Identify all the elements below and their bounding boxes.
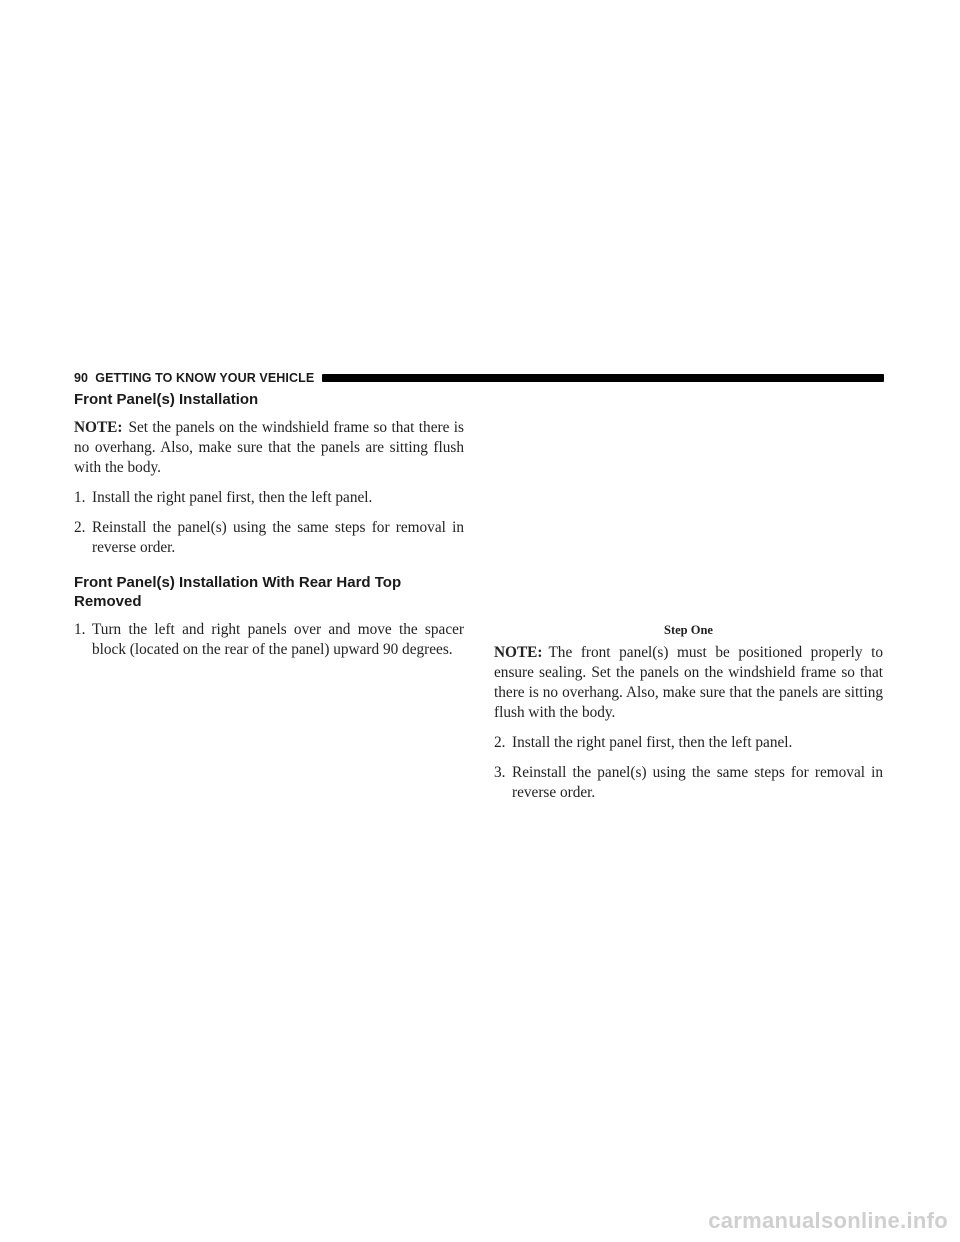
header-rule <box>322 374 884 382</box>
list-number: 2. <box>74 519 86 536</box>
page-number: 90 <box>74 371 89 385</box>
list-number: 2. <box>494 734 506 751</box>
note-paragraph <box>74 418 464 478</box>
heading-rear-hard-top-removed: Front Panel(s) Installation With Rear Hard Top Removed <box>74 574 402 610</box>
list-item <box>74 518 464 558</box>
list-number: 1. <box>74 621 86 638</box>
list-text: Reinstall the panel(s) using the same steps for removal in reverse order. <box>512 764 883 801</box>
list-item <box>494 733 883 753</box>
page-header <box>74 370 884 386</box>
note-label: NOTE: <box>74 419 123 436</box>
list-text: Reinstall the panel(s) using the same steps for removal in reverse order. <box>92 519 464 556</box>
list-item <box>74 620 464 660</box>
note-paragraph <box>494 643 883 723</box>
list-item <box>494 763 883 803</box>
note-label: NOTE: <box>494 644 543 661</box>
list-text: Turn the left and right panels over and move the spacer block (located on the rear of the panel) upward 90 degrees. <box>92 621 464 658</box>
left-column <box>74 390 464 670</box>
list-text: Install the right panel first, then the left panel. <box>92 489 373 506</box>
figure-caption: Step One <box>664 623 713 637</box>
heading-front-panel-installation: Front Panel(s) Installation <box>74 391 259 408</box>
note-text: Set the panels on the windshield frame so that there is no overhang. Also, make sure that the panels are sitting flush with the body. <box>74 419 464 476</box>
step-one-illustration <box>494 388 883 618</box>
list-number: 3. <box>494 764 506 781</box>
list-number: 1. <box>74 489 86 506</box>
list-text: Install the right panel first, then the left panel. <box>512 734 793 751</box>
right-column <box>494 623 883 813</box>
list-item <box>74 488 464 508</box>
section-title: GETTING TO KNOW YOUR VEHICLE <box>95 371 315 385</box>
note-text: The front panel(s) must be positioned properly to ensure sealing. Set the panels on the windshield frame so that there is no overhang. Also, make sure that the panels are sitting flush with the body. <box>494 644 883 721</box>
watermark: carmanualsonline.info <box>708 1208 948 1233</box>
header-title <box>74 371 314 385</box>
